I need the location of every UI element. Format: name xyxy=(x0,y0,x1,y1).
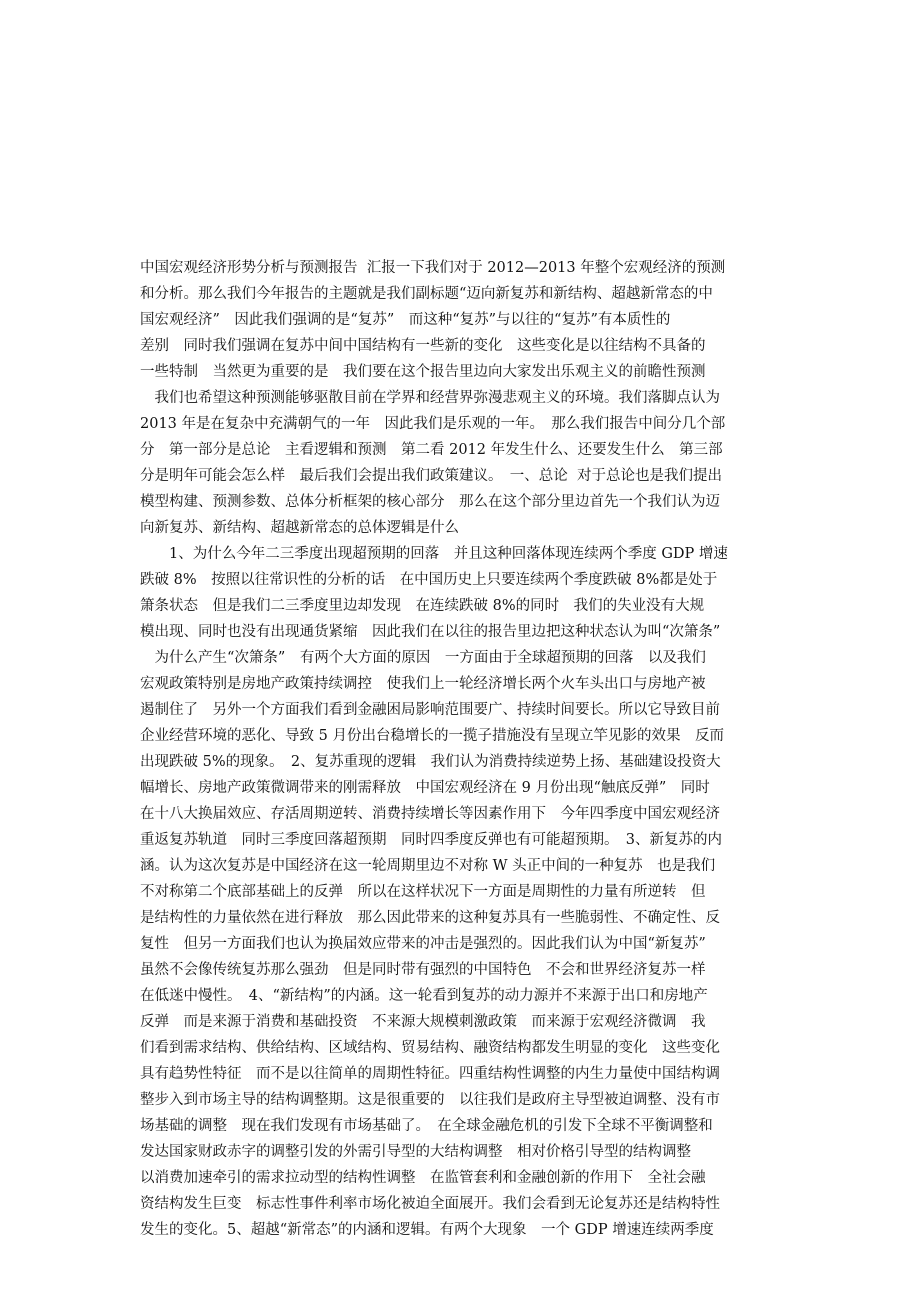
text-line: 箫条状态 但是我们二三季度里边却发现 在连续跌破 8%的同时 我们的失业没有大规 xyxy=(140,598,705,614)
text-line: 中国宏观经济形势分析与预测报告 汇报一下我们对于 2012—2013 年整个宏观经济的预测 xyxy=(140,260,726,276)
text-line: 宏观政策特别是房地产政策持续调控 使我们上一轮经济增长两个火车头出口与房地产被 xyxy=(140,676,706,692)
text-line: 一些特制 当然更为重要的是 我们要在这个报告里边向大家发出乐观主义的前瞻性预测 xyxy=(140,364,706,380)
text-line: 1、为什么今年二三季度出现超预期的回落 并且这种回落体现连续两个季度 GDP 增速 xyxy=(140,546,728,562)
text-line: 跌破 8% 按照以往常识性的分析的话 在中国历史上只要连续两个季度跌破 8%都是处于 xyxy=(140,572,718,588)
text-line: 差别 同时我们强调在复苏中间中国结构有一些新的变化 这些变化是以往结构不具备的 xyxy=(140,338,706,354)
text-line: 复性 但另一方面我们也认为换届效应带来的冲击是强烈的。因此我们认为中国“新复苏” xyxy=(140,936,706,952)
text-line: 分 第一部分是总论 主看逻辑和预测 第二看 2012 年发生什么、还要发生什么 第三部 xyxy=(140,442,723,458)
text-line: 以消费加速牵引的需求拉动型的结构性调整 在监管套利和金融创新的作用下 全社会融 xyxy=(140,1170,706,1186)
text-line: 分是明年可能会怎么样 最后我们会提出我们政策建议。 一、总论 对于总论也是我们提出 xyxy=(140,468,722,484)
text-line: 资结构发生巨变 标志性事件利率市场化被迫全面展开。我们会看到无论复苏还是结构特性 xyxy=(140,1196,720,1212)
text-line: 发生的变化。5、超越“新常态”的内涵和逻辑。有两个大现象 一个 GDP 增速连续两季度 xyxy=(140,1222,714,1238)
text-line: 出现跌破 5%的现象。 2、复苏重现的逻辑 我们认为消费持续逆势上扬、基础建设投资大 xyxy=(140,754,721,770)
text-line: 不对称第二个底部基础上的反弹 所以在这样状况下一方面是周期性的力量有所逆转 但 xyxy=(140,884,706,900)
text-line: 是结构性的力量依然在进行释放 那么因此带来的这种复苏具有一些脆弱性、不确定性、反 xyxy=(140,910,720,926)
text-line: 模型构建、预测参数、总体分析框架的核心部分 那么在这个部分里边首先一个我们认为迈 xyxy=(140,494,720,510)
text-line: 具有趋势性特征 而不是以往简单的周期性特征。四重结构性调整的内生力量使中国结构调 xyxy=(140,1066,720,1082)
text-line: 在低迷中慢性。 4、“新结构”的内涵。这一轮看到复苏的动力源并不来源于出口和房地产 xyxy=(140,988,708,1004)
text-line: 整步入到市场主导的结构调整期。这是很重要的 以往我们是政府主导型被迫调整、没有市 xyxy=(140,1092,720,1108)
text-line: 遏制住了 另外一个方面我们看到金融困局影响范围要广、持续时间要长。所以它导致目前 xyxy=(140,702,720,718)
text-line: 模出现、同时也没有出现通货紧缩 因此我们在以往的报告里边把这种状态认为叫“次箫条” xyxy=(140,624,721,640)
text-line: 国宏观经济” 因此我们强调的是“复苏” 而这种“复苏”与以往的“复苏”有本质性的 xyxy=(140,312,671,328)
text-line: 重返复苏轨道 同时三季度回落超预期 同时四季度反弹也有可能超预期。 3、新复苏的内 xyxy=(140,832,722,848)
report-text-body xyxy=(140,255,800,1243)
text-line: 和分析。那么我们今年报告的主题就是我们副标题“迈向新复苏和新结构、超越新常态的中 xyxy=(140,286,713,302)
text-line: 为什么产生“次箫条” 有两个大方面的原因 一方面由于全球超预期的回落 以及我们 xyxy=(140,650,706,666)
text-line: 我们也希望这种预测能够驱散目前在学界和经营界弥漫悲观主义的环境。我们落脚点认为 xyxy=(140,390,720,406)
text-line: 在十八大换届效应、存活周期逆转、消费持续增长等因素作用下 今年四季度中国宏观经济 xyxy=(140,806,720,822)
text-line: 们看到需求结构、供给结构、区域结构、贸易结构、融资结构都发生明显的变化 这些变化 xyxy=(140,1040,720,1056)
text-line: 涵。认为这次复苏是中国经济在这一轮周期里边不对称 W 头正中间的一种复苏 也是我们 xyxy=(140,858,716,874)
text-line: 反弹 而是来源于消费和基础投资 不来源大规模刺激政策 而来源于宏观经济微调 我 xyxy=(140,1014,706,1030)
text-line: 虽然不会像传统复苏那么强劲 但是同时带有强烈的中国特色 不会和世界经济复苏一样 xyxy=(140,962,706,978)
text-line: 场基础的调整 现在我们发现有市场基础了。 在全球金融危机的引发下全球不平衡调整和 xyxy=(140,1118,713,1134)
text-line: 发达国家财政赤字的调整引发的外需引导型的大结构调整 相对价格引导型的结构调整 xyxy=(140,1144,691,1160)
text-line: 幅增长、房地产政策微调带来的刚需释放 中国宏观经济在 9 月份出现“触底反弹” 同时 xyxy=(140,780,710,796)
text-line: 向新复苏、新结构、超越新常态的总体逻辑是什么 xyxy=(140,520,459,536)
text-line: 2013 年是在复杂中充满朝气的一年 因此我们是乐观的一年。 那么我们报告中间分几个部 xyxy=(140,416,726,432)
text-line: 企业经营环境的恶化、导致 5 月份出台稳增长的一揽子措施没有呈现立竿见影的效果 反而 xyxy=(140,728,724,744)
